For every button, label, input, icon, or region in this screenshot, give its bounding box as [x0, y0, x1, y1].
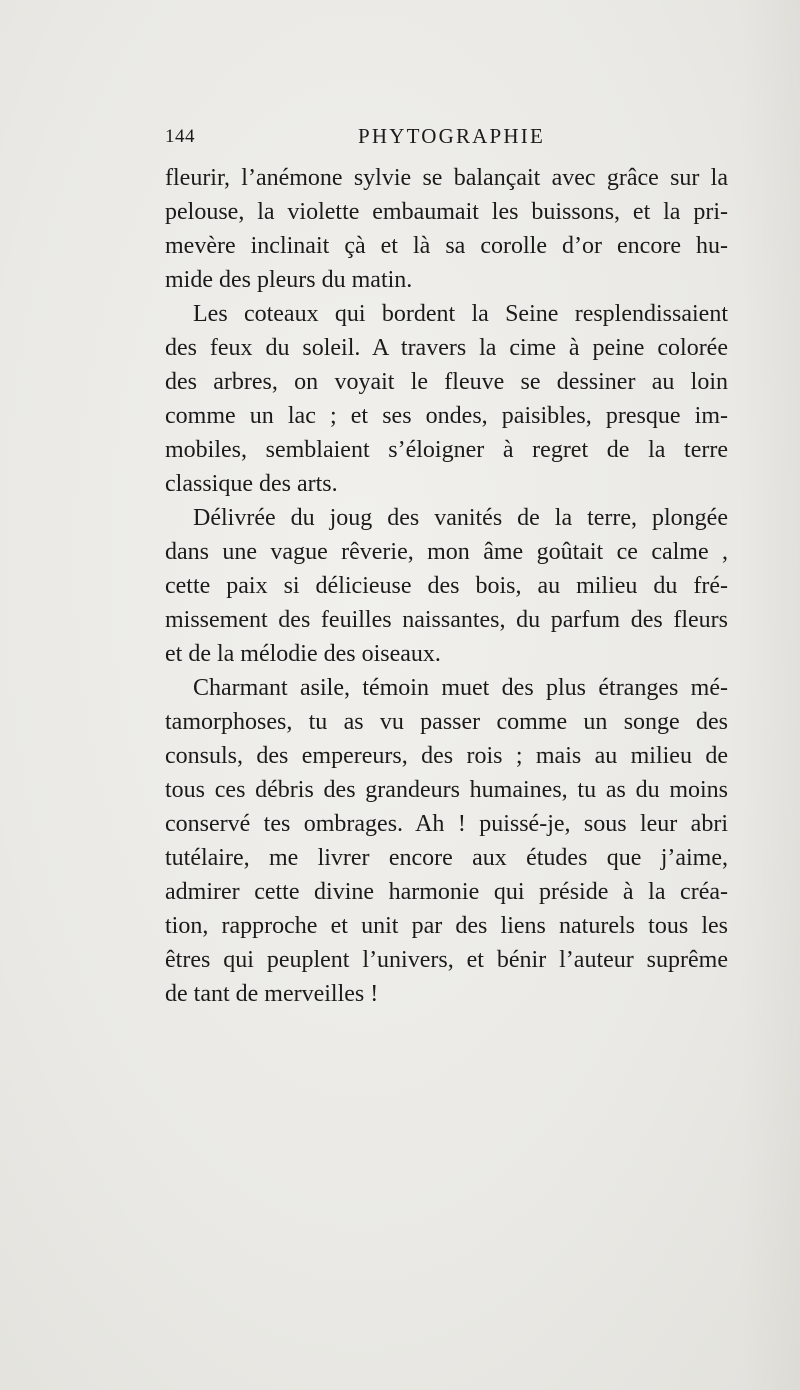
text-line: mide des pleurs du matin.: [165, 267, 413, 293]
text-line: consuls, des empereurs, des rois ; mais au milieu de: [165, 743, 728, 769]
text-line: mobiles, semblaient s’éloigner à regret de la terre: [165, 437, 728, 463]
text-line: cette paix si délicieuse des bois, au milieu du fré-: [165, 573, 728, 599]
text-line: comme un lac ; et ses ondes, paisibles, presque im-: [165, 403, 728, 429]
page-header: [165, 124, 728, 152]
text-line: Charmant asile, témoin muet des plus étranges mé-: [193, 675, 728, 701]
text-line: pelouse, la violette embaumait les buissons, et la pri-: [165, 199, 728, 225]
text-line: missement des feuilles naissantes, du parfum des fleurs: [165, 607, 728, 633]
text-line: des feux du soleil. A travers la cime à peine colorée: [165, 335, 728, 361]
text-line: tamorphoses, tu as vu passer comme un songe des: [165, 709, 728, 735]
text-line: de tant de merveilles !: [165, 981, 379, 1007]
text-line: et de la mélodie des oiseaux.: [165, 641, 441, 667]
text-line: dans une vague rêverie, mon âme goûtait ce calme ,: [165, 539, 728, 565]
text-line: êtres qui peuplent l’univers, et bénir l’auteur suprême: [165, 947, 728, 973]
text-line: Les coteaux qui bordent la Seine resplendissaient: [193, 301, 728, 327]
text-line: conservé tes ombrages. Ah ! puissé-je, sous leur abri: [165, 811, 728, 837]
text-line: fleurir, l’anémone sylvie se balançait avec grâce sur la: [165, 165, 728, 191]
text-line: des arbres, on voyait le fleuve se dessiner au loin: [165, 369, 728, 395]
page-edge-shadow: [740, 0, 800, 1390]
text-line: tutélaire, me livrer encore aux études que j’aime,: [165, 845, 728, 871]
text-line: Délivrée du joug des vanités de la terre, plongée: [193, 505, 728, 531]
page-number: 144: [165, 126, 195, 147]
text-line: tion, rapproche et unit par des liens naturels tous les: [165, 913, 728, 939]
running-title: PHYTOGRAPHIE: [357, 124, 546, 148]
text-line: mevère inclinait çà et là sa corolle d’or encore hu-: [165, 233, 728, 259]
body-text: [165, 161, 728, 1011]
text-line: classique des arts.: [165, 471, 338, 497]
text-line: admirer cette divine harmonie qui préside à la créa-: [165, 879, 728, 905]
text-line: tous ces débris des grandeurs humaines, tu as du moins: [165, 777, 728, 803]
